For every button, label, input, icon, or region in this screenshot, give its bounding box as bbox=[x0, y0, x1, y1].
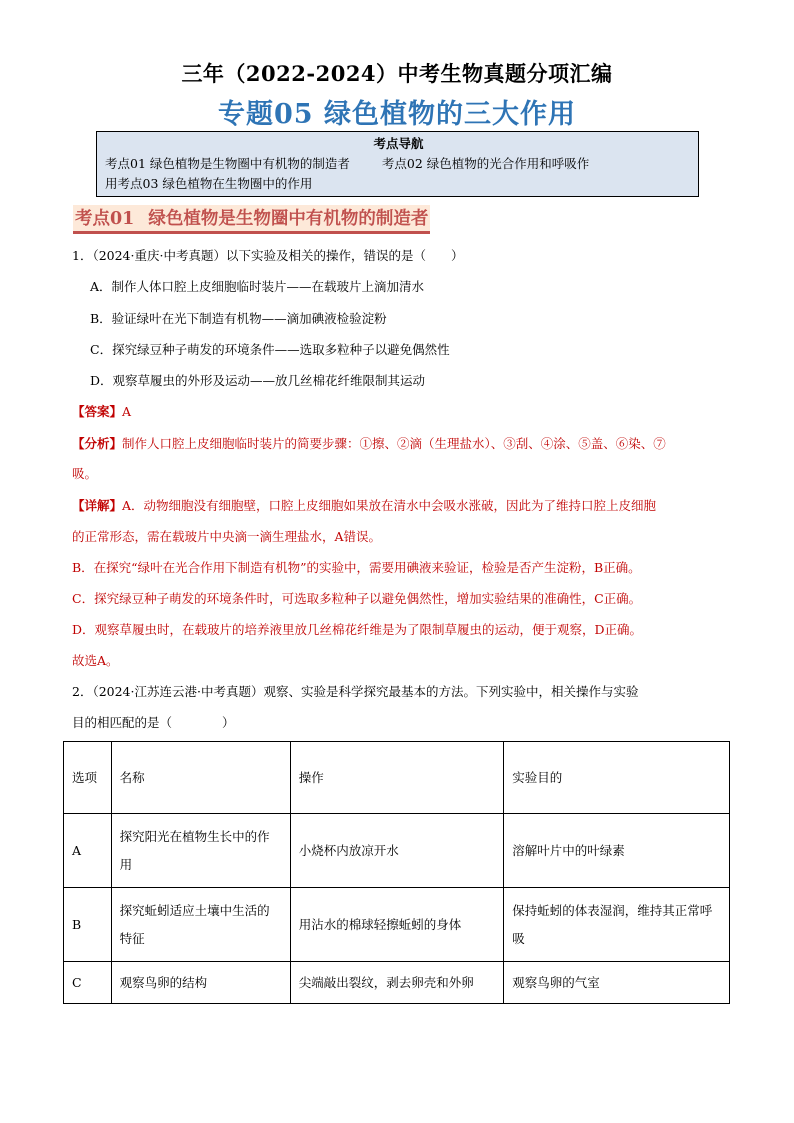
table-cell: A bbox=[64, 814, 112, 888]
table-cell: 尖端敲出裂纹，剥去卵壳和外卵 bbox=[290, 962, 504, 1004]
table-header-row bbox=[64, 742, 730, 814]
table-cell: 保持蚯蚓的体表湿润，维持其正常呼吸 bbox=[504, 888, 730, 962]
answer-value: A bbox=[122, 404, 132, 419]
analysis-tag: 【分析】 bbox=[72, 436, 123, 451]
answer-tag: 【答案】 bbox=[72, 404, 123, 419]
question-1-answer bbox=[72, 403, 131, 421]
question-1-detail-line-1 bbox=[72, 497, 656, 515]
table-cell: 观察鸟卵的气室 bbox=[504, 962, 730, 1004]
analysis-text: 制作人口腔上皮细胞临时装片的简要步骤：①擦、②滴（生理盐水）、③刮、④涂、⑤盖、⑥染、⑦ bbox=[122, 436, 666, 451]
question-1-analysis-line-1 bbox=[72, 435, 666, 453]
question-2-stem-line-2: 目的相匹配的是（ ） bbox=[72, 715, 235, 730]
question-1-analysis-line-2: 吸。 bbox=[72, 466, 98, 481]
question-2-stem-line-1: 2．（2024·江苏连云港·中考真题）观察、实验是科学探究最基本的方法。下列实验中，相关操作与实验 bbox=[72, 684, 639, 699]
navigation-title: 考点导航 bbox=[373, 136, 424, 151]
navigation-line-2: 用考点03 绿色植物在生物圈中的作用 bbox=[105, 176, 313, 191]
question-1-option-c: C．探究绿豆种子萌发的环境条件——选取多粒种子以避免偶然性 bbox=[90, 342, 450, 357]
table-cell: 用沾水的棉球轻擦蚯蚓的身体 bbox=[290, 888, 504, 962]
question-1-detail-line-3: B．在探究“绿叶在光合作用下制造有机物”的实验中，需要用碘液来验证，检验是否产生淀粉，B正确。 bbox=[72, 560, 641, 575]
question-1-option-a: A．制作人体口腔上皮细胞临时装片——在载玻片上滴加清水 bbox=[90, 279, 425, 294]
question-2-options-table bbox=[63, 741, 730, 1004]
table-cell: C bbox=[64, 962, 112, 1004]
nav-item-topic-01: 考点01 绿色植物是生物圈中有机物的制造者 bbox=[105, 156, 350, 171]
topic-navigation-box bbox=[96, 131, 699, 197]
table-row bbox=[64, 814, 730, 888]
table-row bbox=[64, 962, 730, 1004]
table-cell: 小烧杯内放凉开水 bbox=[290, 814, 504, 888]
table-cell: 溶解叶片中的叶绿素 bbox=[504, 814, 730, 888]
table-header-cell: 操作 bbox=[290, 742, 504, 814]
detail-text: A．动物细胞没有细胞壁，口腔上皮细胞如果放在清水中会吸水涨破，因此为了维持口腔上皮细胞 bbox=[122, 498, 657, 513]
section-title: 绿色植物是生物圈中有机物的制造者 bbox=[148, 209, 429, 229]
question-1-conclusion: 故选A。 bbox=[72, 653, 119, 668]
table-cell: 观察鸟卵的结构 bbox=[111, 962, 290, 1004]
section-heading-topic-01 bbox=[73, 205, 430, 234]
table-header-cell: 实验目的 bbox=[504, 742, 730, 814]
table-row bbox=[64, 888, 730, 962]
detail-tag: 【详解】 bbox=[72, 498, 123, 513]
document-subtitle: 专题05 绿色植物的三大作用 bbox=[218, 99, 576, 130]
table-cell: B bbox=[64, 888, 112, 962]
table-cell: 探究阳光在植物生长中的作用 bbox=[111, 814, 290, 888]
nav-item-topic-02: 考点02 绿色植物的光合作用和呼吸作 bbox=[381, 156, 590, 171]
question-1-detail-line-5: D．观察草履虫时，在载玻片的培养液里放几丝棉花纤维是为了限制草履虫的运动，便于观察，D正确。 bbox=[72, 622, 643, 637]
question-1-option-b: B．验证绿叶在光下制造有机物——滴加碘液检验淀粉 bbox=[90, 311, 387, 326]
question-1-detail-line-4: C．探究绿豆种子萌发的环境条件时，可选取多粒种子以避免偶然性，增加实验结果的准确性，C正确。 bbox=[72, 591, 642, 606]
question-1-option-d: D．观察草履虫的外形及运动——放几丝棉花纤维限制其运动 bbox=[90, 373, 426, 388]
section-label: 考点01 bbox=[75, 209, 135, 229]
navigation-line-1 bbox=[105, 154, 692, 174]
question-1-detail-line-2: 的正常形态，需在载玻片中央滴一滴生理盐水，A错误。 bbox=[72, 529, 382, 544]
table-header-cell: 选项 bbox=[64, 742, 112, 814]
document-title: 三年（2022-2024）中考生物真题分项汇编 bbox=[181, 61, 613, 86]
table-header-cell: 名称 bbox=[111, 742, 290, 814]
question-1-stem: 1．（2024·重庆·中考真题）以下实验及相关的操作，错误的是（ ） bbox=[72, 248, 464, 263]
table-cell: 探究蚯蚓适应土壤中生活的特征 bbox=[111, 888, 290, 962]
